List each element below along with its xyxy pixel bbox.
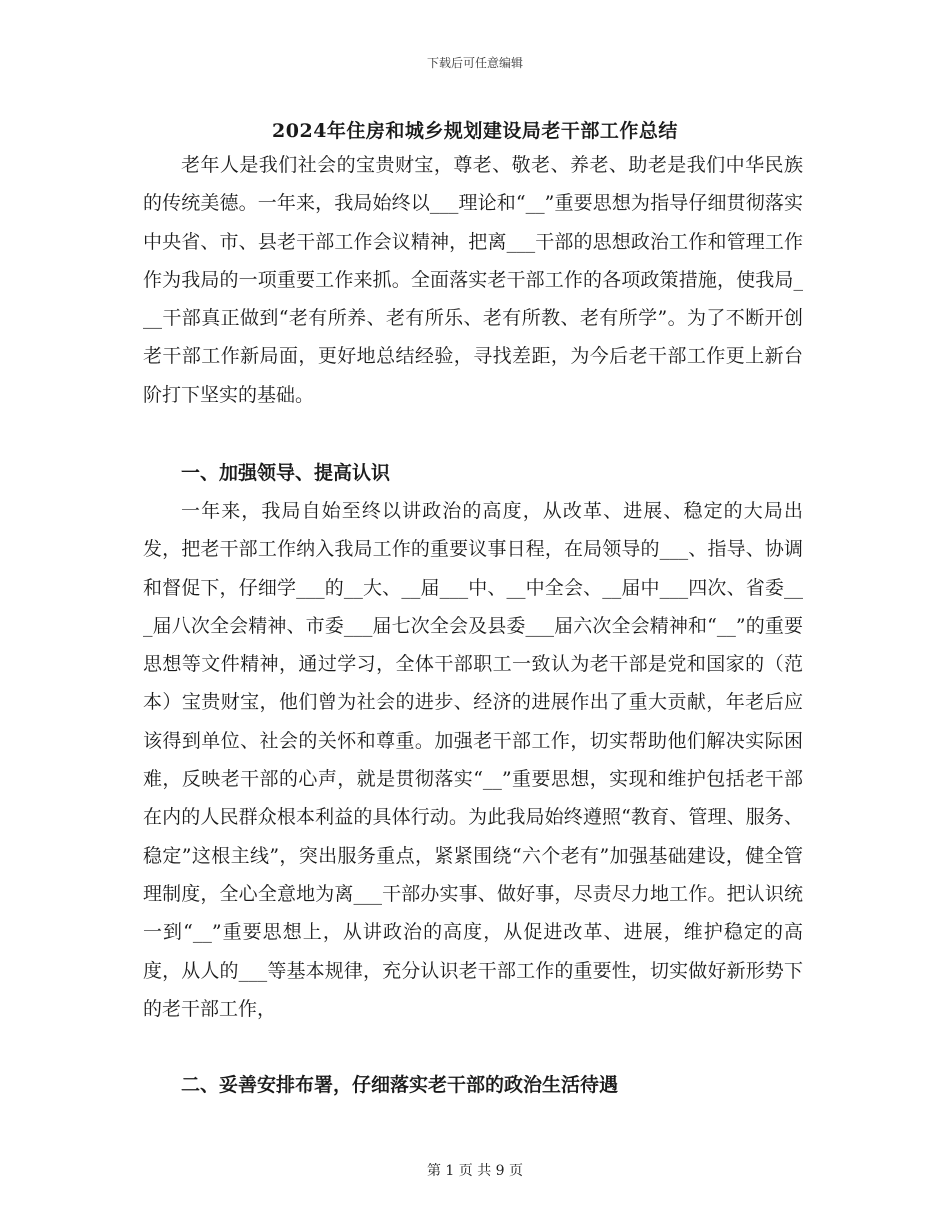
section-2-heading: 二、妥善安排布署，仔细落实老干部的政治生活待遇 (181, 1074, 619, 1096)
document-title: 2024年住房和城乡规划建设局老干部工作总结 (272, 120, 678, 142)
section-1-heading: 一、加强领导、提高认识 (181, 462, 391, 484)
header-note: 下载后可任意编辑 (426, 56, 523, 70)
document-body (143, 146, 803, 1106)
page-footer: 第 1 页 共 9 页 (426, 1163, 524, 1179)
section-1-paragraph: 一年来，我局自始至终以讲政治的高度，从改革、进展、稳定的大局出发，把老干部工作纳入我局工作的重要议事日程，在局领导的___、指导、协调和督促下，仔细学___的__大、__届___中、__中全会、__届中___四次、省委___届八次全会精神、市委___届七次全会及县委___届六次全会精神和“__”的重要思想等文件精神，通过学习，全体干部职工一致认为老干部是党和国家的（范本）宝贵财宝，他们曾为社会的进步、经济的进展作出了重大贡献，年老后应该得到单位、社会的关怀和尊重。加强老干部工作，切实帮助他们解决实际困难，反映老干部的心声，就是贯彻落实“__”重要思想，实现和维护包括老干部在内的人民群众根本利益的具体行动。为此我局始终遵照“教育、管理、服务、稳定”这根主线”，突出服务重点，紧紧围绕“六个老有”加强基础建设，健全管理制度，全心全意地为离___干部办实事、做好事，尽责尽力地工作。把认识统一到“__”重要思想上，从讲政治的高度，从促进改革、进展，维护稳定的高度，从人的___等基本规律，充分认识老干部工作的重要性，切实做好新形势下的老干部工作， (143, 500, 803, 1020)
intro-paragraph: 老年人是我们社会的宝贵财宝，尊老、敬老、养老、助老是我们中华民族的传统美德。一年来，我局始终以___理论和“__”重要思想为指导仔细贯彻落实中央省、市、县老干部工作会议精神，把离___干部的思想政治工作和管理工作作为我局的一项重要工作来抓。全面落实老干部工作的各项政策措施，使我局___干部真正做到“老有所养、老有所乐、老有所教、老有所学”。为了不断开创老干部工作新局面，更好地总结经验，寻找差距，为今后老干部工作更上新台阶打下坚实的基础。 (143, 154, 803, 406)
